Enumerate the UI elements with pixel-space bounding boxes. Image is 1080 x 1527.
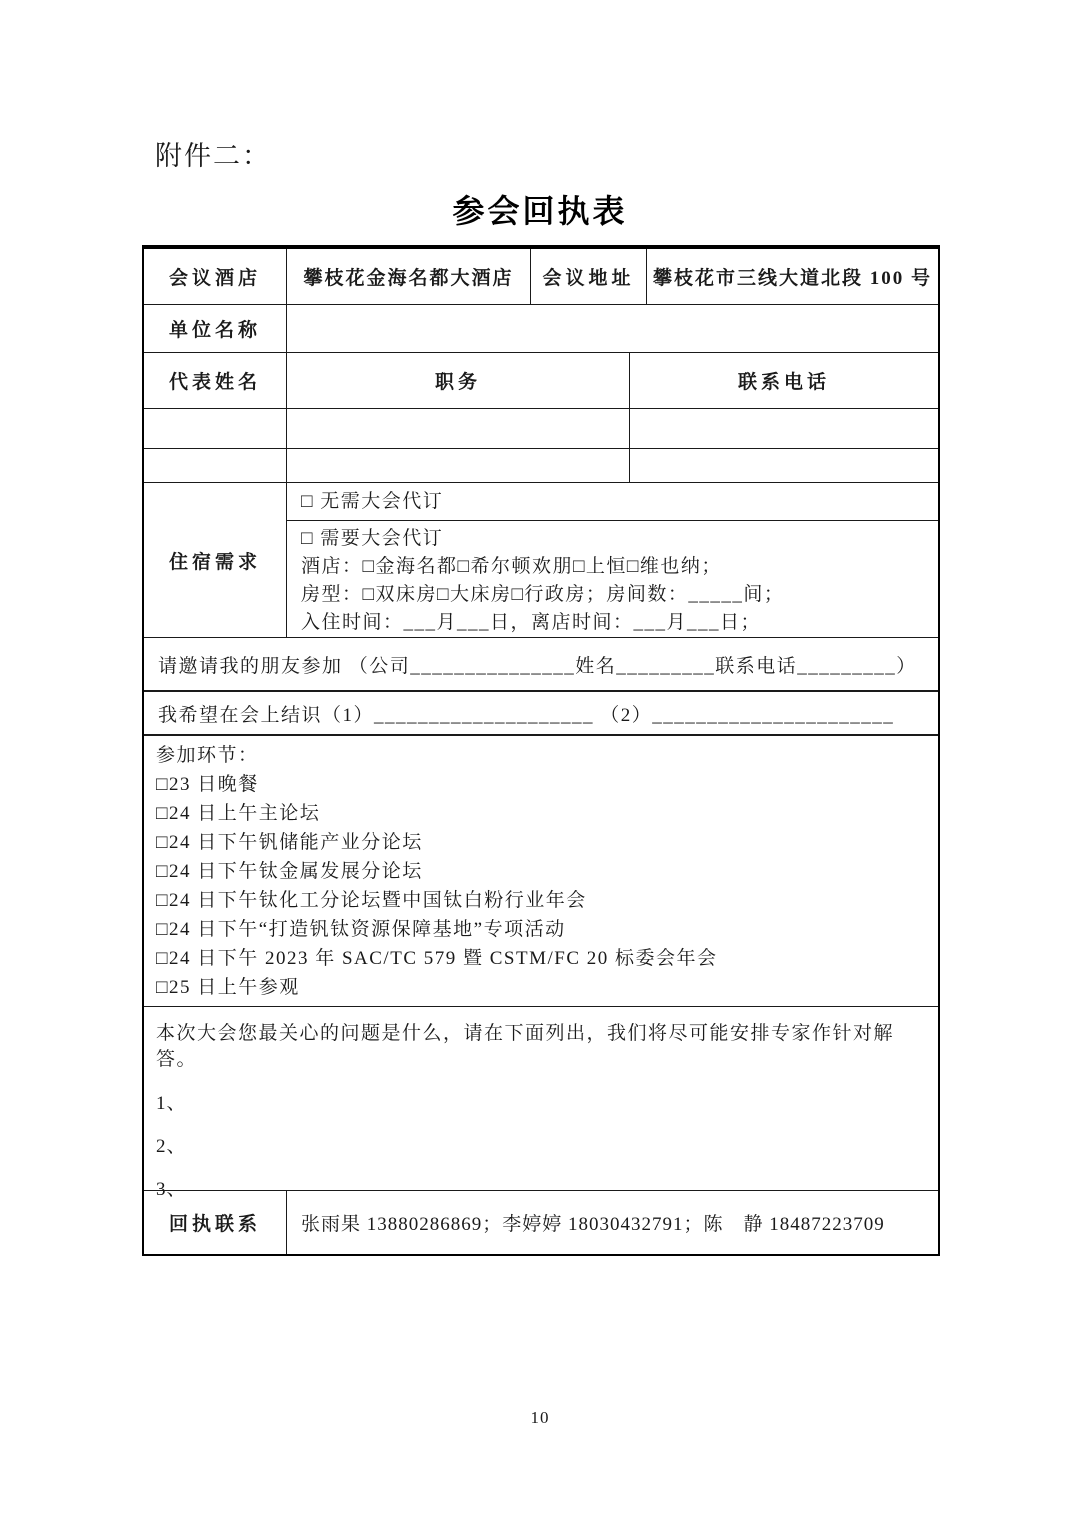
hotel-value-cell (287, 249, 531, 304)
phone-header-cell (630, 353, 938, 408)
page-title: 参会回执表 (452, 193, 628, 229)
unit-name-row (144, 305, 938, 353)
meet-cell (144, 692, 938, 734)
position-header: 职务 (434, 372, 481, 393)
invite-row (144, 638, 938, 692)
no-booking-checkbox-line: □ 无需大会代订 (301, 490, 444, 512)
room-type-line: 房型：□双床房□大床房□行政房；房间数：_____间； (301, 584, 785, 605)
reply-contact-row (144, 1191, 938, 1254)
rep-name-header-cell (144, 353, 287, 408)
accommodation-row (144, 483, 938, 638)
accommodation-label: 住宿需求 (168, 551, 261, 573)
reply-contact-label: 回执联系 (168, 1214, 261, 1235)
accommodation-options (287, 483, 938, 637)
session-item-resource-base-event: □24 日下午“打造钒钛资源保障基地”专项活动 (156, 919, 566, 940)
question-blank-3: 3、 (156, 1179, 187, 1200)
sessions-row (144, 736, 938, 1007)
rep-header-row (144, 353, 938, 409)
check-in-out-line: 入住时间：___月___日，离店时间：___月___日； (301, 612, 762, 633)
rep-entry-row-2 (144, 449, 938, 483)
accommodation-option-none (287, 483, 938, 521)
hotel-label-cell (144, 249, 287, 304)
need-booking-checkbox-line: □ 需要大会代订 (301, 528, 444, 549)
phone-cell-2 (630, 449, 938, 482)
rep-name-header: 代表姓名 (168, 372, 261, 393)
session-item-dinner-23: □23 日晚餐 (156, 774, 259, 795)
question-blank-2: 2、 (156, 1136, 187, 1157)
session-item-vanadium-storage-forum: □24 日下午钒储能产业分论坛 (156, 832, 423, 853)
accommodation-option-need (287, 521, 938, 637)
address-label: 会议地址 (542, 268, 635, 289)
rep-name-cell-1 (144, 409, 287, 448)
session-item-main-forum-24am: □24 日上午主论坛 (156, 803, 321, 824)
hotel-label: 会议酒店 (168, 268, 261, 289)
page-number: 10 (530, 1408, 550, 1427)
rep-entry-row-1 (144, 409, 938, 449)
questions-intro: 本次大会您最关心的问题是什么，请在下面列出，我们将尽可能安排专家作针对解答。 (156, 1023, 895, 1070)
attachment-label: 附件二： (155, 141, 271, 171)
position-cell-2 (287, 449, 630, 482)
unit-name-label-cell (144, 305, 287, 352)
reply-form-table (142, 245, 940, 1256)
reply-contact-label-cell (144, 1191, 287, 1254)
reply-contact-value-cell (287, 1191, 938, 1254)
hotel-value: 攀枝花金海名都大酒店 (303, 268, 514, 289)
questions-row (144, 1007, 938, 1200)
address-value: 攀枝花市三线大道北段 100 号 (652, 268, 932, 289)
unit-name-value-cell (287, 305, 938, 352)
position-cell-1 (287, 409, 630, 448)
rep-name-cell-2 (144, 449, 287, 482)
questions-cell (144, 1007, 938, 1200)
session-item-sac-cstm-annual: □24 日下午 2023 年 SAC/TC 579 暨 CSTM/FC 20 标委会年会 (156, 948, 718, 969)
session-item-titanium-metal-forum: □24 日下午钛金属发展分论坛 (156, 861, 423, 882)
invite-cell (144, 638, 938, 690)
address-value-cell (647, 249, 938, 304)
invite-line: 请邀请我的朋友参加 （公司_______________姓名_________联系电话_________） (158, 655, 917, 677)
hotel-choice-line: 酒店：□金海名都□希尔顿欢朋□上恒□维也纳； (301, 556, 722, 577)
reply-contact-value: 张雨果 13880286869；李婷婷 18030432791；陈 静 18487223709 (301, 1214, 885, 1235)
meet-line: 我希望在会上结识（1）____________________ （2）______________________ (158, 704, 895, 726)
question-blank-1: 1、 (156, 1093, 187, 1114)
sessions-title: 参加环节： (156, 745, 259, 766)
address-label-cell (531, 249, 647, 304)
phone-header: 联系电话 (737, 372, 830, 393)
session-item-titanium-chem-forum: □24 日下午钛化工分论坛暨中国钛白粉行业年会 (156, 890, 587, 911)
meet-row (144, 692, 938, 736)
phone-cell-1 (630, 409, 938, 448)
hotel-address-row (144, 249, 938, 305)
unit-name-label: 单位名称 (168, 320, 261, 341)
session-item-visit-25am: □25 日上午参观 (156, 977, 300, 998)
accommodation-label-cell (144, 483, 287, 637)
position-header-cell (287, 353, 630, 408)
sessions-cell (144, 736, 938, 1006)
